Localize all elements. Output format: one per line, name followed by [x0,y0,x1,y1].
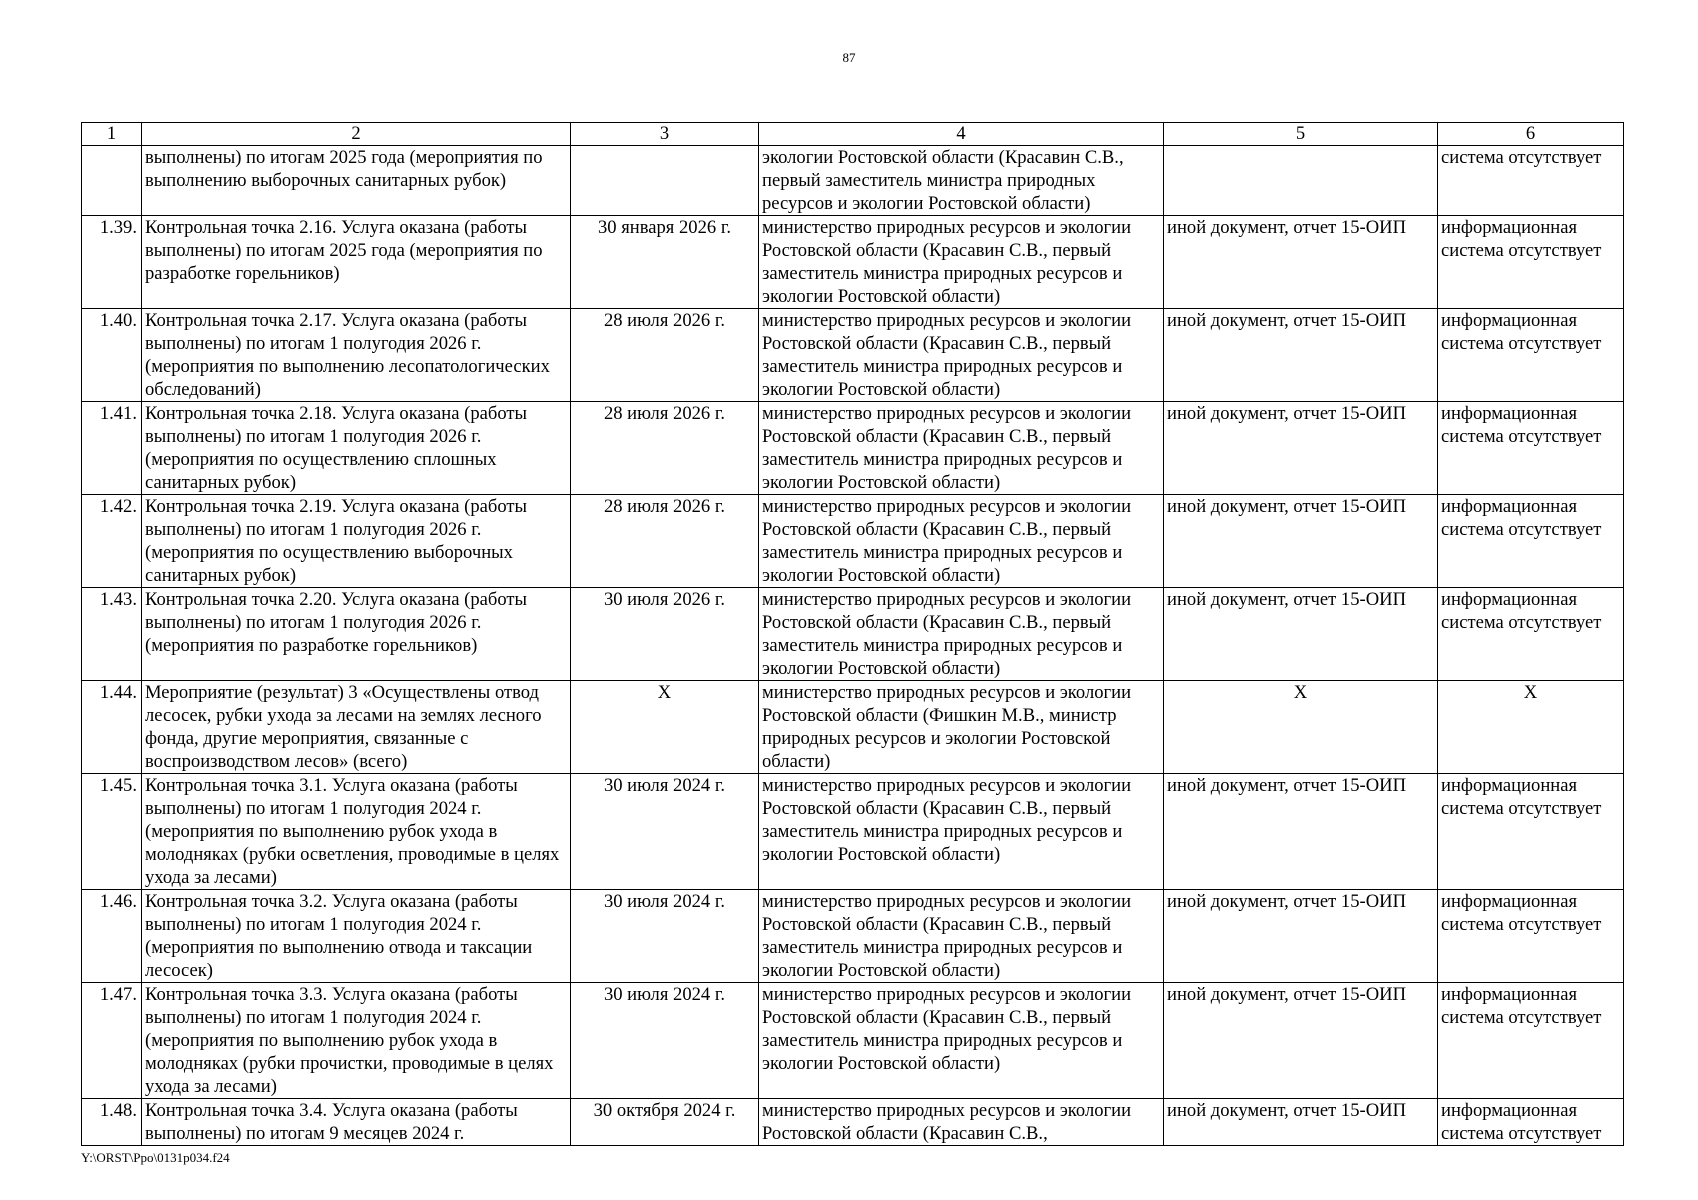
responsible-cell: министерство природных ресурсов и экологии Ростовской области (Красавин С.В., [759,1099,1164,1146]
deadline-cell: 28 июля 2026 г. [571,495,759,588]
deadline-cell: 28 июля 2026 г. [571,402,759,495]
description-cell: выполнены) по итогам 2025 года (мероприятия по выполнению выборочных санитарных рубок) [142,146,571,216]
table-row [82,890,1624,983]
description-cell: Контрольная точка 2.17. Услуга оказана (работы выполнены) по итогам 1 полугодия 2026 г. (мероприятия по выполнению лесопатологических обследований) [142,309,571,402]
responsible-cell: министерство природных ресурсов и экологии Ростовской области (Красавин С.В., первый заместитель министра природных ресурсов и экологии Ростовской области) [759,216,1164,309]
table-row [82,1099,1624,1146]
table-row [82,983,1624,1099]
responsible-cell: министерство природных ресурсов и экологии Ростовской области (Фишкин М.В., министр природных ресурсов и экологии Ростовской области) [759,681,1164,774]
table-header-row [82,123,1624,146]
row-number-cell: 1.42. [82,495,142,588]
data-table [81,122,1624,1146]
deadline-cell: 30 июля 2026 г. [571,588,759,681]
column-header: 3 [571,123,759,146]
information-system-cell: система отсутствует [1438,146,1624,216]
row-number-cell: 1.41. [82,402,142,495]
description-cell: Контрольная точка 2.16. Услуга оказана (работы выполнены) по итогам 2025 года (мероприятия по разработке горельников) [142,216,571,309]
deadline-cell: 28 июля 2026 г. [571,309,759,402]
information-system-cell: Х [1438,681,1624,774]
row-number-cell: 1.47. [82,983,142,1099]
information-system-cell: информационная система отсутствует [1438,402,1624,495]
deadline-cell: 30 июля 2024 г. [571,774,759,890]
deadline-cell [571,146,759,216]
description-cell: Мероприятие (результат) 3 «Осуществлены отвод лесосек, рубки ухода за лесами на землях лесного фонда, другие мероприятия, связанные с воспроизводством лесов» (всего) [142,681,571,774]
table-row [82,681,1624,774]
table-row [82,402,1624,495]
column-header: 5 [1164,123,1438,146]
description-cell: Контрольная точка 3.4. Услуга оказана (работы выполнены) по итогам 9 месяцев 2024 г. [142,1099,571,1146]
table-row [82,146,1624,216]
responsible-cell: министерство природных ресурсов и экологии Ростовской области (Красавин С.В., первый заместитель министра природных ресурсов и экологии Ростовской области) [759,309,1164,402]
document-type-cell: иной документ, отчет 15-ОИП [1164,309,1438,402]
document-type-cell [1164,146,1438,216]
table-row [82,216,1624,309]
responsible-cell: министерство природных ресурсов и экологии Ростовской области (Красавин С.В., первый заместитель министра природных ресурсов и экологии Ростовской области) [759,890,1164,983]
responsible-cell: министерство природных ресурсов и экологии Ростовской области (Красавин С.В., первый заместитель министра природных ресурсов и экологии Ростовской области) [759,774,1164,890]
document-type-cell: иной документ, отчет 15-ОИП [1164,495,1438,588]
column-header: 4 [759,123,1164,146]
description-cell: Контрольная точка 2.20. Услуга оказана (работы выполнены) по итогам 1 полугодия 2026 г. (мероприятия по разработке горельников) [142,588,571,681]
description-cell: Контрольная точка 3.3. Услуга оказана (работы выполнены) по итогам 1 полугодия 2024 г. (мероприятия по выполнению рубок ухода в молодняках (рубки прочистки, проводимые в целях ухода за лесами) [142,983,571,1099]
page-number: 87 [842,50,856,65]
row-number-cell: 1.43. [82,588,142,681]
row-number-cell: 1.48. [82,1099,142,1146]
document-type-cell: иной документ, отчет 15-ОИП [1164,588,1438,681]
table-row [82,588,1624,681]
information-system-cell: информационная система отсутствует [1438,495,1624,588]
responsible-cell: министерство природных ресурсов и экологии Ростовской области (Красавин С.В., первый заместитель министра природных ресурсов и экологии Ростовской области) [759,588,1164,681]
deadline-cell: 30 октября 2024 г. [571,1099,759,1146]
document-type-cell: иной документ, отчет 15-ОИП [1164,402,1438,495]
responsible-cell: экологии Ростовской области (Красавин С.В., первый заместитель министра природных ресурсов и экологии Ростовской области) [759,146,1164,216]
information-system-cell: информационная система отсутствует [1438,1099,1624,1146]
information-system-cell: информационная система отсутствует [1438,216,1624,309]
document-type-cell: Х [1164,681,1438,774]
row-number-cell: 1.46. [82,890,142,983]
description-cell: Контрольная точка 3.1. Услуга оказана (работы выполнены) по итогам 1 полугодия 2024 г. (мероприятия по выполнению рубок ухода в молодняках (рубки осветления, проводимые в целях ухода за лесами) [142,774,571,890]
document-type-cell: иной документ, отчет 15-ОИП [1164,1099,1438,1146]
row-number-cell: 1.45. [82,774,142,890]
column-header: 6 [1438,123,1624,146]
information-system-cell: информационная система отсутствует [1438,983,1624,1099]
description-cell: Контрольная точка 2.18. Услуга оказана (работы выполнены) по итогам 1 полугодия 2026 г. (мероприятия по осуществлению сплошных санитарных рубок) [142,402,571,495]
deadline-cell: 30 января 2026 г. [571,216,759,309]
deadline-cell: Х [571,681,759,774]
file-path-footer: Y:\ORST\Ppo\0131p034.f24 [81,1150,230,1165]
column-header: 1 [82,123,142,146]
document-type-cell: иной документ, отчет 15-ОИП [1164,216,1438,309]
information-system-cell: информационная система отсутствует [1438,774,1624,890]
row-number-cell: 1.44. [82,681,142,774]
row-number-cell [82,146,142,216]
description-cell: Контрольная точка 2.19. Услуга оказана (работы выполнены) по итогам 1 полугодия 2026 г. (мероприятия по осуществлению выборочных санитарных рубок) [142,495,571,588]
document-type-cell: иной документ, отчет 15-ОИП [1164,774,1438,890]
description-cell: Контрольная точка 3.2. Услуга оказана (работы выполнены) по итогам 1 полугодия 2024 г. (мероприятия по выполнению отвода и таксации лесосек) [142,890,571,983]
information-system-cell: информационная система отсутствует [1438,890,1624,983]
responsible-cell: министерство природных ресурсов и экологии Ростовской области (Красавин С.В., первый заместитель министра природных ресурсов и экологии Ростовской области) [759,402,1164,495]
deadline-cell: 30 июля 2024 г. [571,890,759,983]
information-system-cell: информационная система отсутствует [1438,309,1624,402]
responsible-cell: министерство природных ресурсов и экологии Ростовской области (Красавин С.В., первый заместитель министра природных ресурсов и экологии Ростовской области) [759,495,1164,588]
document-type-cell: иной документ, отчет 15-ОИП [1164,890,1438,983]
information-system-cell: информационная система отсутствует [1438,588,1624,681]
table-row [82,495,1624,588]
row-number-cell: 1.39. [82,216,142,309]
column-header: 2 [142,123,571,146]
table-row [82,774,1624,890]
document-type-cell: иной документ, отчет 15-ОИП [1164,983,1438,1099]
row-number-cell: 1.40. [82,309,142,402]
responsible-cell: министерство природных ресурсов и экологии Ростовской области (Красавин С.В., первый заместитель министра природных ресурсов и экологии Ростовской области) [759,983,1164,1099]
table-row [82,309,1624,402]
deadline-cell: 30 июля 2024 г. [571,983,759,1099]
